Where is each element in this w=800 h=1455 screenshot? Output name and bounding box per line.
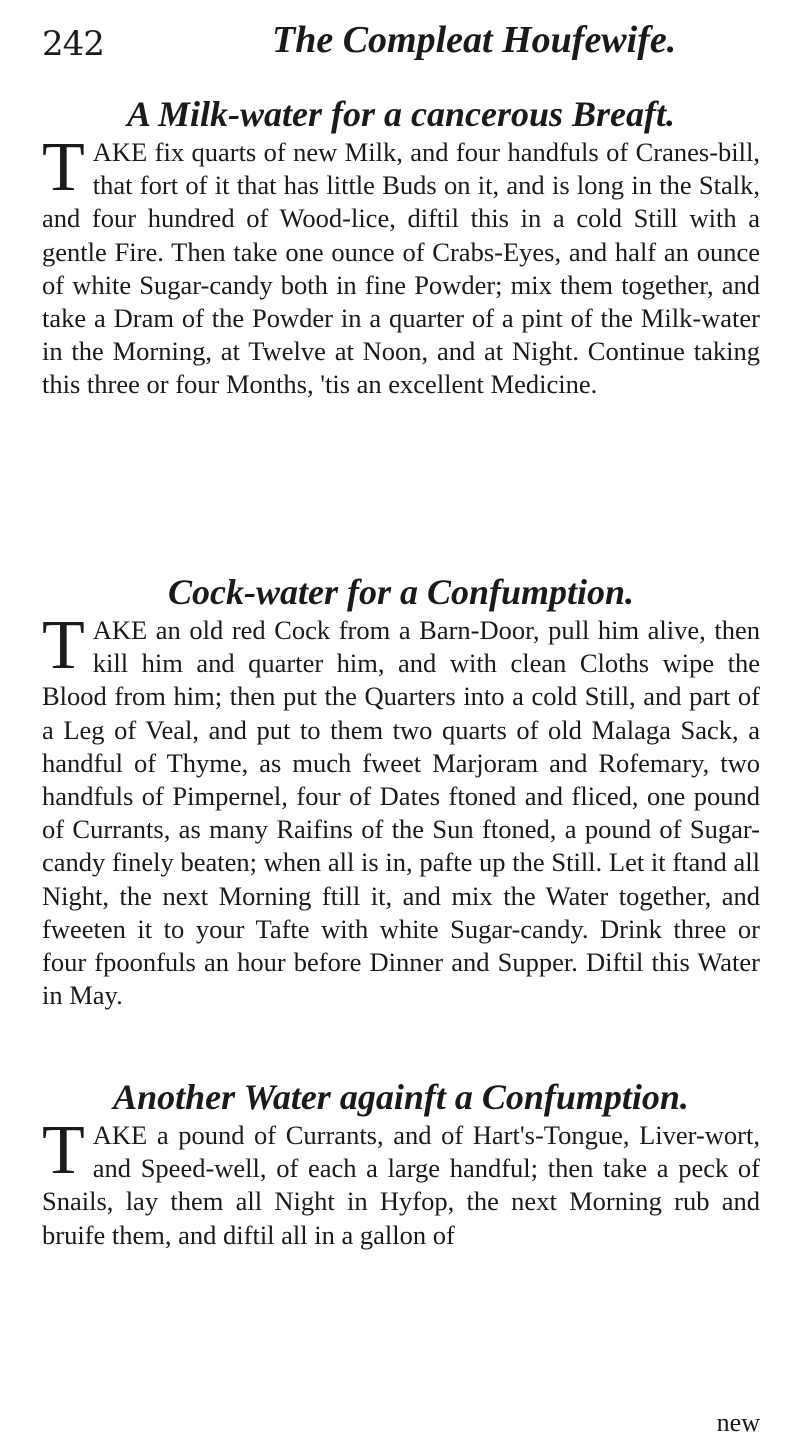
recipe-another-water [42,1075,760,1252]
drop-cap: T [42,607,85,684]
recipe-text: AKE fix quarts of new Milk, and four handfuls of Cranes-bill, that fort of it that has little Buds on it, and is long in the Stalk, and four hundred of Wood-lice, diftil this in a cold Still with a gentle Fire. Then take one ounce of Crabs-Eyes, and half an ounce of white Sugar-candy both in fine Powder; mix them together, and take a Dram of the Powder in a quarter of a pint of the Milk-water in the Morning, at Twelve at Noon, and at Night. Continue taking this three or four Months, 'tis an excellent Medicine. [42,137,760,400]
recipe-milk-water [42,92,760,402]
recipe-title: A Milk-water for a cancerous Breaft. [126,94,675,134]
recipe-body [42,129,760,402]
recipe-title: Another Water againft a Confumption. [113,1077,689,1117]
recipe-body [42,607,760,1012]
running-head [42,18,762,78]
recipe-text: AKE an old red Cock from a Barn-Door, pull him alive, then kill him and quarter him, and with clean Cloths wipe the Blood from him; then put the Quarters into a cold Still, and part of a Leg of Veal, and put to them two quarts of old Malaga Sack, a handful of Thyme, as much fweet Marjoram and Rofemary, two handfuls of Pimpernel, four of Dates ftoned and fliced, one pound of Currants, as many Raifins of the Sun ftoned, a pound of Sugar-candy finely beaten; when all is in, pafte up the Still. Let it ftand all Night, the next Morning ftill it, and mix the Water together, and fweeten it to your Tafte with white Sugar-candy. Drink three or four fpoonfuls an hour before Dinner and Supper. Diftil this Water in May. [42,615,760,1011]
book-title: The Compleat Houfewife. [272,19,677,61]
drop-cap: T [42,1112,85,1189]
recipe-text: AKE a pound of Currants, and of Hart's-Tongue, Liver-wort, and Speed-well, of each a large handful; then take a peck of Snails, lay them all Night in Hyfop, the next Morning rub and bruife them, and diftil all in a gallon of [42,1120,760,1250]
catchword: new [716,1408,760,1437]
recipe-body [42,1112,760,1252]
recipe-cock-water [42,570,760,1012]
page-number: 242 [42,24,104,64]
recipe-title: Cock-water for a Confumption. [167,572,635,612]
drop-cap: T [42,129,85,206]
